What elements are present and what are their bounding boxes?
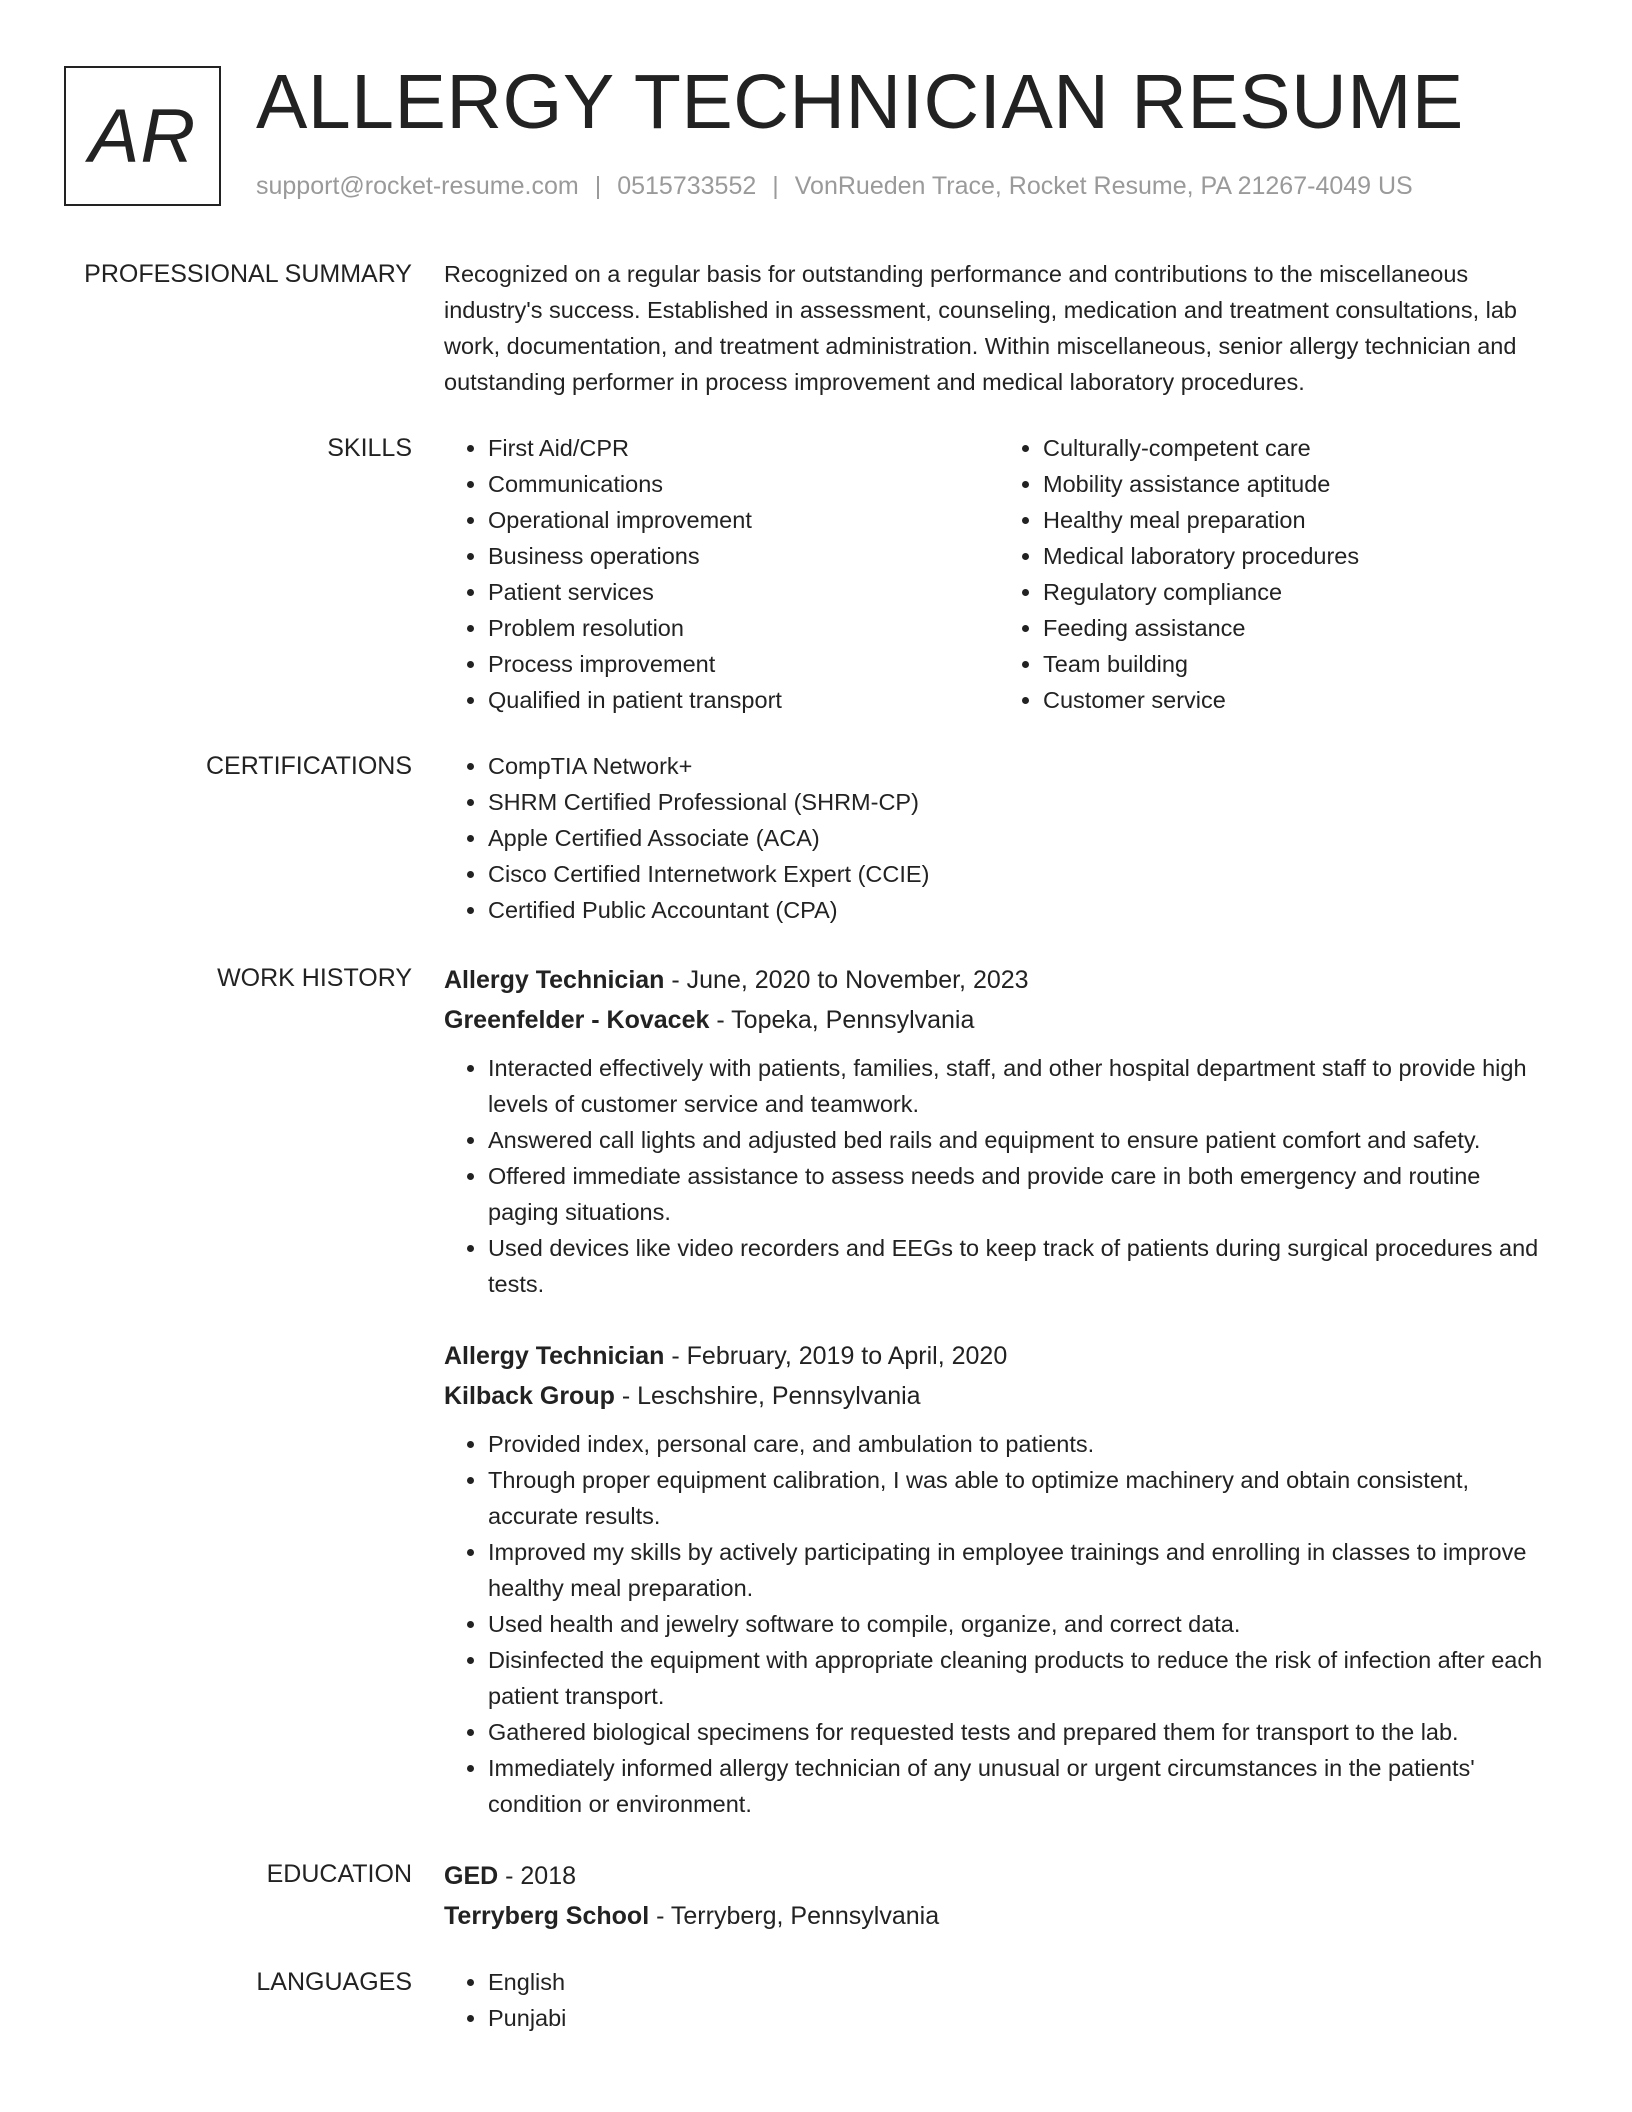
contact-address: VonRueden Trace, Rocket Resume, PA 21267-4049 US bbox=[794, 172, 1413, 200]
summary-body bbox=[444, 256, 1554, 400]
skill-item: • Communications bbox=[488, 466, 999, 502]
job-dates: - February, 2019 to April, 2020 bbox=[664, 1342, 1008, 1370]
job-bullet: • Immediately informed allergy technician of any unusual or urgent circumstances in the patients' condition or environment. bbox=[488, 1750, 1554, 1822]
skill-item: • Medical laboratory procedures bbox=[1043, 538, 1554, 574]
job-title-line bbox=[444, 960, 1554, 1000]
job-dates: - June, 2020 to November, 2023 bbox=[664, 966, 1029, 994]
languages-label: LANGUAGES bbox=[256, 1968, 412, 1996]
education-label: EDUCATION bbox=[266, 1860, 412, 1888]
language-item: • English bbox=[488, 1964, 1554, 2000]
degree-year: - 2018 bbox=[498, 1862, 577, 1890]
skill-item: • Regulatory compliance bbox=[1043, 574, 1554, 610]
resume-title: ALLERGY TECHNICIAN RESUME bbox=[256, 59, 1464, 145]
skills-body bbox=[444, 430, 1554, 718]
skill-item: • Operational improvement bbox=[488, 502, 999, 538]
contact-separator: | bbox=[594, 172, 602, 200]
certification-item: • Apple Certified Associate (ACA) bbox=[488, 820, 1554, 856]
employer-name: Greenfelder - Kovacek bbox=[444, 1006, 710, 1034]
skill-item: • Feeding assistance bbox=[1043, 610, 1554, 646]
employer-line bbox=[444, 1000, 1554, 1040]
certifications-list bbox=[444, 748, 1554, 928]
certifications-body bbox=[444, 748, 1554, 928]
skill-item: • First Aid/CPR bbox=[488, 430, 999, 466]
certification-item: • CompTIA Network+ bbox=[488, 748, 1554, 784]
job-bullet: • Disinfected the equipment with appropriate cleaning products to reduce the risk of infection after each patient transport. bbox=[488, 1642, 1554, 1714]
job-title-line bbox=[444, 1336, 1554, 1376]
degree-name: GED bbox=[444, 1862, 499, 1890]
job-bullets bbox=[444, 1050, 1554, 1302]
degree-line bbox=[444, 1856, 1554, 1896]
job-bullet: • Provided index, personal care, and ambulation to patients. bbox=[488, 1426, 1554, 1462]
skill-item: • Business operations bbox=[488, 538, 999, 574]
skill-item: • Culturally-competent care bbox=[1043, 430, 1554, 466]
job-bullets bbox=[444, 1426, 1554, 1822]
certification-item: • Cisco Certified Internetwork Expert (CCIE) bbox=[488, 856, 1554, 892]
skill-item: • Patient services bbox=[488, 574, 999, 610]
work-body bbox=[444, 960, 1554, 1302]
contact-phone: 0515733552 bbox=[617, 172, 757, 200]
job-bullet: • Through proper equipment calibration, I was able to optimize machinery and obtain consistent, accurate results. bbox=[488, 1462, 1554, 1534]
skill-item: • Problem resolution bbox=[488, 610, 999, 646]
skills-list-right bbox=[999, 430, 1554, 718]
skills-label: SKILLS bbox=[327, 434, 412, 462]
job-bullet: • Used devices like video recorders and EEGs to keep track of patients during surgical procedures and tests. bbox=[488, 1230, 1554, 1302]
job-entry bbox=[444, 1336, 1554, 1822]
school-name: Terryberg School bbox=[444, 1902, 650, 1930]
job-bullet: • Offered immediate assistance to assess needs and provide care in both emergency and routine paging situations. bbox=[488, 1158, 1554, 1230]
job-title: Allergy Technician bbox=[444, 1342, 665, 1370]
employer-location: - Leschshire, Pennsylvania bbox=[614, 1382, 921, 1410]
employer-location: - Topeka, Pennsylvania bbox=[709, 1006, 975, 1034]
certification-item: • SHRM Certified Professional (SHRM-CP) bbox=[488, 784, 1554, 820]
contact-line bbox=[256, 172, 1413, 201]
skill-item: • Team building bbox=[1043, 646, 1554, 682]
certification-item: • Certified Public Accountant (CPA) bbox=[488, 892, 1554, 928]
school-line bbox=[444, 1896, 1554, 1936]
skill-item: • Qualified in patient transport bbox=[488, 682, 999, 718]
skill-item: • Customer service bbox=[1043, 682, 1554, 718]
job-bullet: • Improved my skills by actively participating in employee trainings and enrolling in classes to improve healthy meal preparation. bbox=[488, 1534, 1554, 1606]
job-entry bbox=[444, 960, 1554, 1302]
certifications-label: CERTIFICATIONS bbox=[205, 752, 412, 780]
job-bullet: • Answered call lights and adjusted bed rails and equipment to ensure patient comfort and safety. bbox=[488, 1122, 1554, 1158]
work-label: WORK HISTORY bbox=[217, 964, 412, 992]
skill-item: • Mobility assistance aptitude bbox=[1043, 466, 1554, 502]
employer-name: Kilback Group bbox=[444, 1382, 615, 1410]
skill-item: • Process improvement bbox=[488, 646, 999, 682]
contact-email: support@rocket-resume.com bbox=[256, 172, 579, 200]
job-title: Allergy Technician bbox=[444, 966, 665, 994]
contact-separator: | bbox=[772, 172, 779, 200]
language-item: • Punjabi bbox=[488, 2000, 1554, 2036]
languages-list bbox=[444, 1964, 1554, 2036]
summary-text: Recognized on a regular basis for outstanding performance and contributions to the miscellaneous industry's success. Established in assessment, counseling, medication and treatment consultations, lab work, documentation, and treatment administration. Within miscellaneous, senior allergy technician and outstanding performer in process improvement and medical laboratory procedures. bbox=[444, 261, 1517, 395]
initials-monogram: AR bbox=[64, 66, 221, 206]
job-bullet: • Used health and jewelry software to compile, organize, and correct data. bbox=[488, 1606, 1554, 1642]
skill-item: • Healthy meal preparation bbox=[1043, 502, 1554, 538]
job-bullet: • Gathered biological specimens for requested tests and prepared them for transport to the lab. bbox=[488, 1714, 1554, 1750]
summary-label: PROFESSIONAL SUMMARY bbox=[84, 260, 412, 288]
languages-body bbox=[444, 1964, 1554, 2036]
skills-list-left bbox=[444, 430, 999, 718]
school-location: - Terryberg, Pennsylvania bbox=[649, 1902, 940, 1930]
employer-line bbox=[444, 1376, 1554, 1416]
work-body bbox=[444, 1336, 1554, 1822]
education-body bbox=[444, 1856, 1554, 1946]
job-bullet: • Interacted effectively with patients, families, staff, and other hospital department staff to provide high levels of customer service and teamwork. bbox=[488, 1050, 1554, 1122]
